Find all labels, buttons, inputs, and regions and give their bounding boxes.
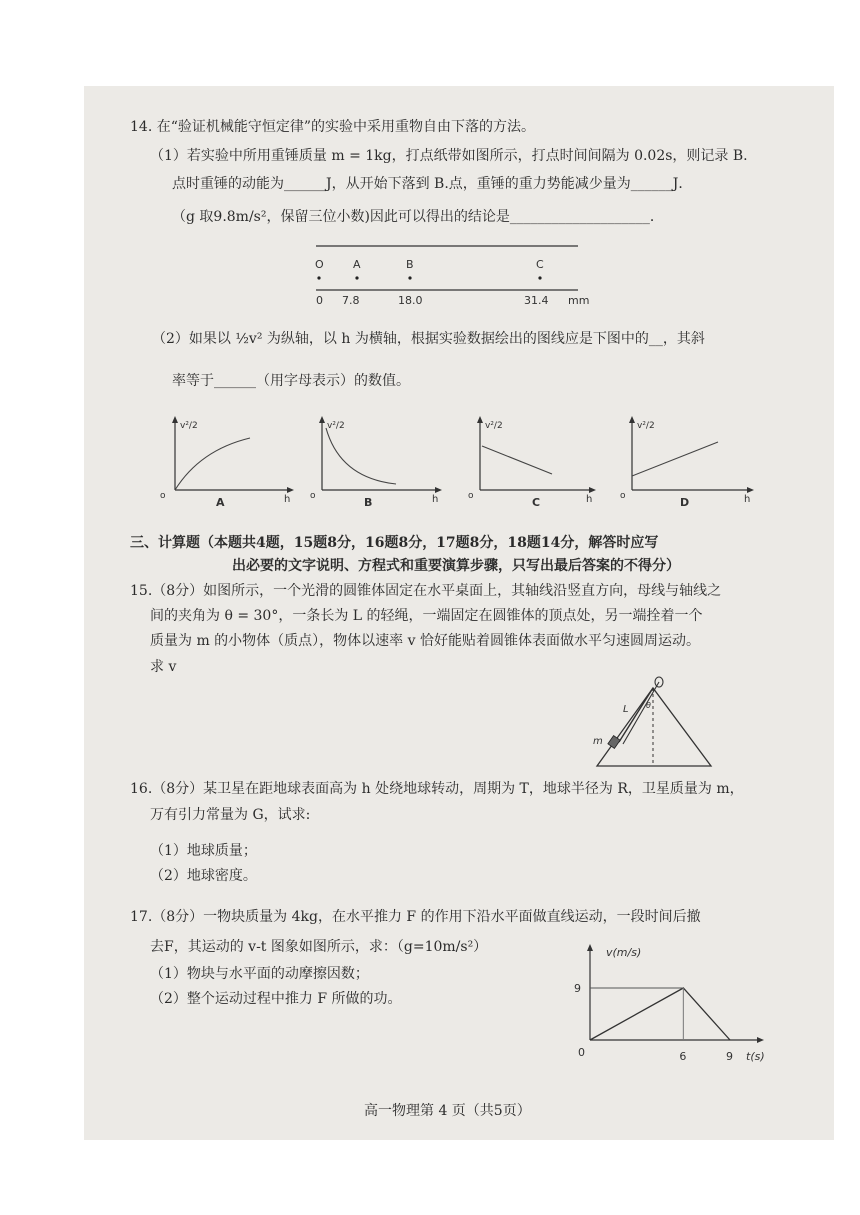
graph-c-ylabel: v²/2 [485, 421, 503, 431]
graph-a-ylabel: v²/2 [180, 421, 198, 431]
section3-heading: 三、计算题（本题共4题，15题8分，16题8分，17题8分，18题14分，解答时应写 [130, 535, 659, 551]
graph-d [620, 416, 754, 509]
graph-c-line [482, 446, 552, 474]
vt-x-arrow [757, 1037, 764, 1043]
q15-line3: 质量为 m 的小物体（质点），物体以速率 v 恰好能贴着圆锥体表面做水平匀速圆周运动。 [150, 633, 700, 649]
vt-data-line [590, 988, 730, 1040]
vt-graph [570, 940, 770, 1070]
cone-figure [585, 672, 725, 772]
graph-a-label: A [216, 496, 225, 509]
vt-origin: 0 [578, 1046, 585, 1059]
tape-label-b: B [406, 258, 414, 271]
q16-line1: 16.（8分）某卫星在距地球表面高为 h 处绕地球转动，周期为 T，地球半径为 R，卫星质量为 m， [130, 781, 744, 797]
graph-b-ylabel: v²/2 [327, 421, 345, 431]
graph-c-origin: o [468, 491, 474, 501]
graph-c-label: C [532, 496, 541, 509]
tape-unit: mm [568, 294, 590, 307]
q14-part1-line2: 点时重锤的动能为______J，从开始下落到 B.点，重锤的重力势能减少量为______J． [172, 176, 693, 192]
q17-line2: 去F，其运动的 v-t 图象如图所示，求：（g=10m/s²） [150, 939, 488, 955]
option-graphs [150, 410, 770, 510]
graph-b [310, 416, 442, 509]
tape-label-o: O [315, 258, 324, 271]
graph-d-ylabel: v²/2 [637, 421, 655, 431]
tape-dot-c [538, 276, 541, 279]
tape-label-a: A [353, 258, 361, 271]
mass-label: m [593, 736, 603, 747]
vt-ytick-9: 9 [574, 982, 581, 995]
graph-a [160, 416, 294, 509]
tape-dot-o [317, 276, 320, 279]
tape-reading-a: 7.8 [342, 294, 360, 307]
q15-line2: 间的夹角为 θ = 30°，一条长为 L 的轻绳，一端固定在圆锥体的顶点处，另一端拴着一个 [150, 608, 703, 624]
q17-line3: （1）物块与水平面的动摩擦因数； [150, 966, 369, 982]
q14-part1-line1: （1）若实验中所用重锤质量 m = 1kg，打点纸带如图所示，打点时间间隔为 0.02s，则记录 B. [150, 148, 748, 164]
graph-d-xlabel: h [744, 494, 751, 505]
graph-d-label: D [680, 496, 690, 509]
cone-outline [597, 688, 711, 766]
tape-reading-c: 31.4 [524, 294, 549, 307]
graph-a-curve [175, 438, 250, 490]
q14-title: 14. 在“验证机械能守恒定律”的实验中采用重物自由下落的方法。 [130, 119, 536, 135]
vt-xtick-9: 9 [726, 1050, 733, 1063]
graph-c-xlabel: h [586, 494, 593, 505]
q14-part1-line3: （g 取9.8m/s²，保留三位小数)因此可以得出的结论是____________________． [172, 209, 664, 225]
q14-part2-line2: 率等于______（用字母表示）的数值。 [172, 373, 410, 389]
graph-a-xlabel: h [284, 494, 291, 505]
q14-part2-line1: （2）如果以 ½v² 为纵轴，以 h 为横轴，根据实验数据绘出的图线应是下图中的__，其斜 [152, 331, 705, 347]
q17-line4: （2）整个运动过程中推力 F 所做的功。 [150, 991, 402, 1007]
q16-line2: 万有引力常量为 G，试求: [150, 807, 311, 823]
rope [619, 688, 653, 742]
q15-line4: 求 v [150, 659, 177, 675]
graph-b-origin: o [310, 491, 316, 501]
tape-dot-a [355, 276, 358, 279]
section3-instructions: 出必要的文字说明、方程式和重要演算步骤，只写出最后答案的不得分） [232, 558, 680, 574]
vt-ylabel: v(m/s) [606, 946, 642, 959]
tape-dot-b [408, 276, 411, 279]
graph-d-line [632, 442, 718, 476]
q15-line1: 15.（8分）如图所示，一个光滑的圆锥体固定在水平桌面上，其轴线沿竖直方向，母线与轴线之 [130, 583, 722, 599]
page-footer: 高一物理第 4 页（共5页） [364, 1103, 531, 1119]
mass-block [608, 736, 620, 749]
q16-line4: （2）地球密度。 [150, 868, 257, 884]
graph-c [468, 416, 596, 509]
q17-line1: 17.（8分）一物块质量为 4kg，在水平推力 F 的作用下沿水平面做直线运动，一段时间后撤 [130, 909, 701, 925]
vt-y-arrow [587, 944, 593, 951]
graph-a-origin: o [160, 491, 166, 501]
tape-reading-b: 18.0 [398, 294, 423, 307]
paper-tape-figure [300, 238, 600, 310]
vt-xlabel: t(s) [746, 1050, 765, 1063]
graph-b-xlabel: h [432, 494, 439, 505]
angle-label: θ [646, 701, 651, 710]
vt-xtick-6: 6 [679, 1050, 687, 1063]
graph-b-label: B [364, 496, 373, 509]
rope-length-label: L [623, 704, 629, 715]
q16-line3: （1）地球质量； [150, 843, 257, 859]
tape-reading-o: 0 [316, 294, 323, 307]
tape-label-c: C [536, 258, 544, 271]
graph-d-origin: o [620, 491, 626, 501]
graph-b-curve [326, 428, 396, 484]
